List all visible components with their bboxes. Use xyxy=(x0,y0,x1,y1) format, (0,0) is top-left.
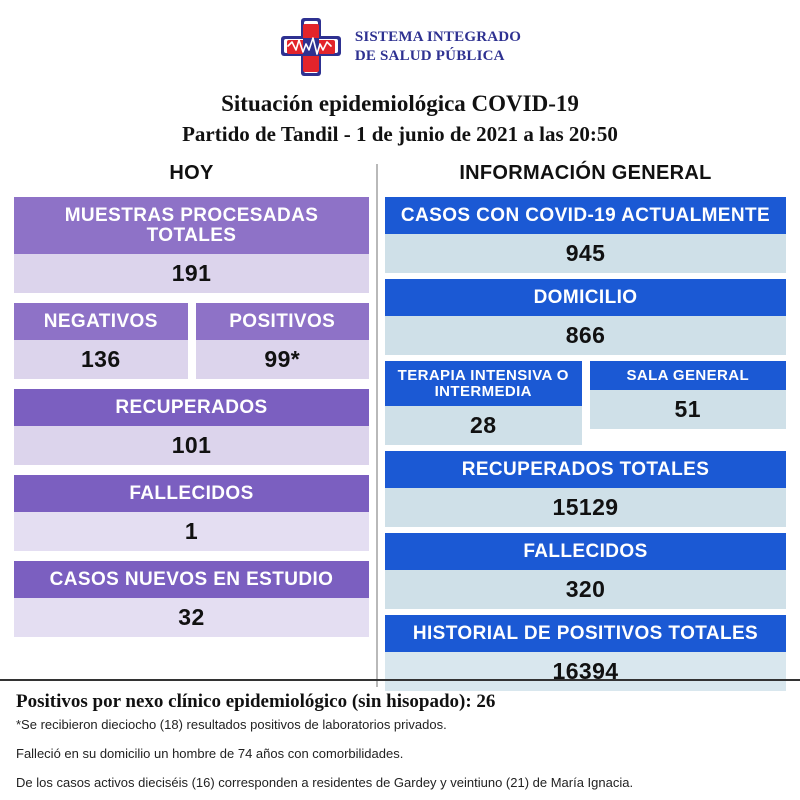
footer-title: Positivos por nexo clínico epidemiológico (sin hisopado): 26 xyxy=(16,691,496,713)
footer-note-1: *Se recibieron dieciocho (18) resultados positivos de laboratorios privados. xyxy=(16,717,447,733)
column-hoy-heading: HOY xyxy=(169,162,214,185)
column-hoy xyxy=(14,162,369,691)
footer-note-3: De los casos activos dieciséis (16) corresponden a residentes de Gardey y veintiuno (21) de María Ignacia. xyxy=(16,775,634,791)
hoy-casos-nuevos-value: 32 xyxy=(14,598,369,637)
brand-line-1: SISTEMA INTEGRADO xyxy=(354,29,522,46)
general-historial-label: HISTORIAL DE POSITIVOS TOTALES xyxy=(385,615,786,652)
hoy-positivos-label: POSITIVOS xyxy=(196,303,370,340)
page-title xyxy=(0,90,800,148)
general-recuperados-label: RECUPERADOS TOTALES xyxy=(385,451,786,488)
general-terapia-value: 28 xyxy=(385,406,582,445)
health-cross-icon xyxy=(279,16,343,78)
general-historial-value: 16394 xyxy=(385,652,786,691)
general-domicilio-label: DOMICILIO xyxy=(385,279,786,316)
brand-text xyxy=(355,28,521,66)
column-general xyxy=(385,162,786,691)
general-casos-actuales-label: CASOS CON COVID-19 ACTUALMENTE xyxy=(385,197,786,234)
hoy-casos-nuevos-label: CASOS NUEVOS EN ESTUDIO xyxy=(14,561,369,598)
general-casos-actuales-value: 945 xyxy=(385,234,786,273)
column-divider xyxy=(376,164,378,687)
hoy-recuperados-value: 101 xyxy=(14,426,369,465)
hoy-muestras-value: 191 xyxy=(14,254,369,293)
brand-header xyxy=(0,0,800,78)
general-fallecidos-label: FALLECIDOS xyxy=(385,533,786,570)
general-fallecidos-value: 320 xyxy=(385,570,786,609)
general-sala-label: SALA GENERAL xyxy=(590,361,787,390)
hoy-positivos-value: 99* xyxy=(196,340,370,379)
title-main: Situación epidemiológica COVID-19 xyxy=(221,91,579,116)
column-general-heading: INFORMACIÓN GENERAL xyxy=(459,162,712,185)
footer-note-2: Falleció en su domicilio un hombre de 74 años con comorbilidades. xyxy=(16,746,404,762)
general-domicilio-value: 866 xyxy=(385,316,786,355)
hoy-fallecidos-label: FALLECIDOS xyxy=(14,475,369,512)
hoy-negativos-label: NEGATIVOS xyxy=(14,303,188,340)
general-terapia-label: TERAPIA INTENSIVA O INTERMEDIA xyxy=(385,361,582,406)
footer-notes xyxy=(0,679,800,800)
title-sub: Partido de Tandil - 1 de junio de 2021 a las 20:50 xyxy=(182,121,618,146)
general-recuperados-value: 15129 xyxy=(385,488,786,527)
hoy-negativos-value: 136 xyxy=(14,340,188,379)
hoy-recuperados-label: RECUPERADOS xyxy=(14,389,369,426)
stats-columns xyxy=(0,162,800,691)
hoy-fallecidos-value: 1 xyxy=(14,512,369,551)
general-sala-value: 51 xyxy=(590,390,787,429)
hoy-muestras-label: MUESTRAS PROCESADAS TOTALES xyxy=(14,197,369,254)
brand-line-2: DE SALUD PÚBLICA xyxy=(354,48,505,64)
